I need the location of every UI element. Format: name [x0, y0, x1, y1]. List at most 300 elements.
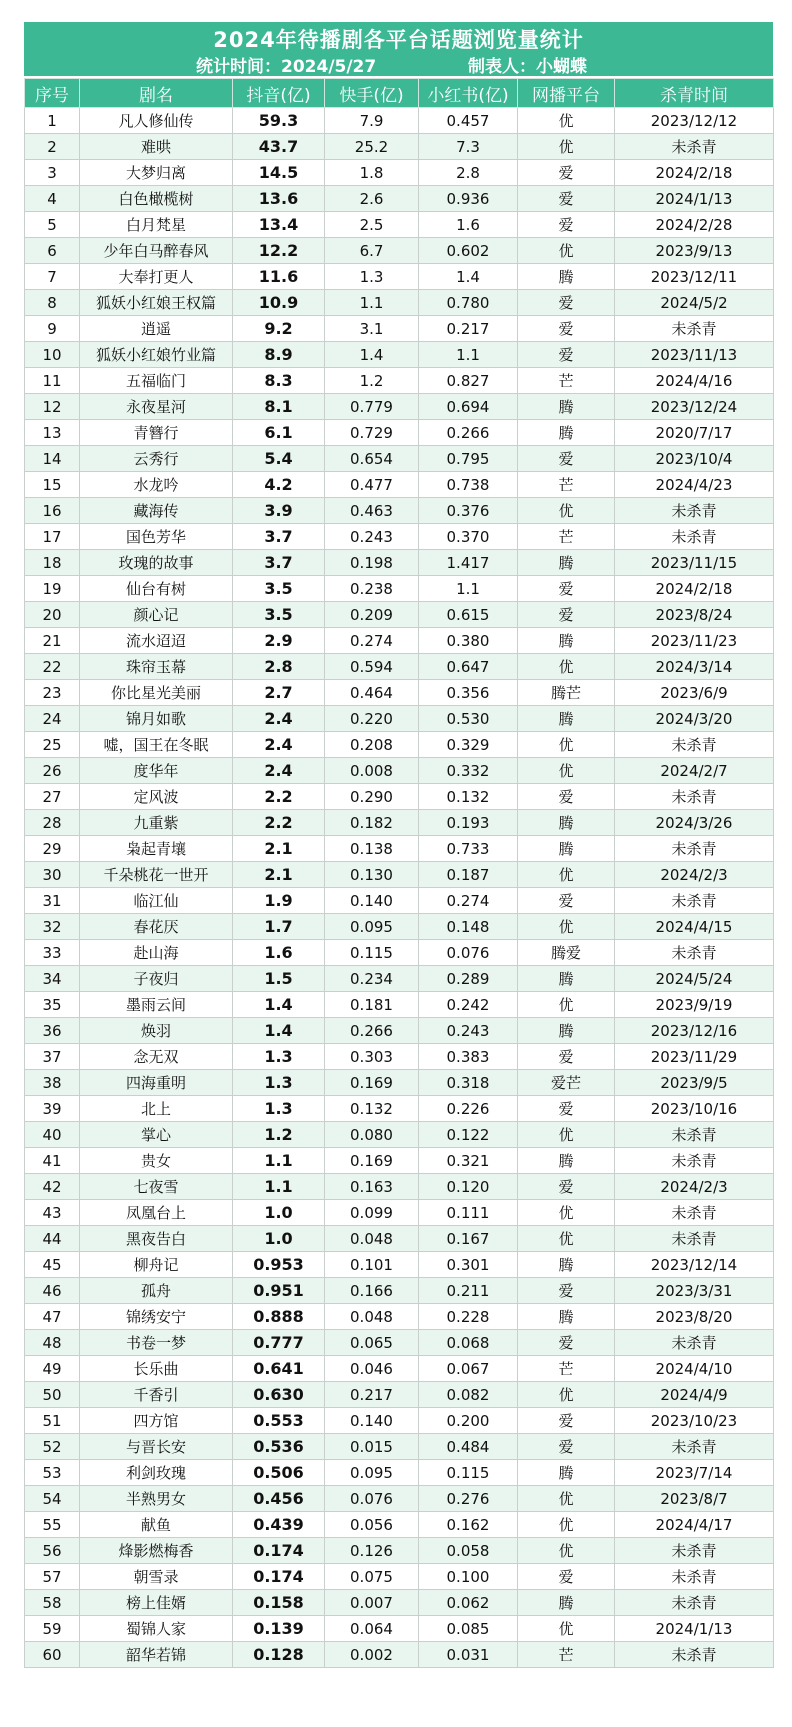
column-header-xiaohongshu: 小红书(亿) [419, 79, 518, 108]
table-row [25, 1512, 774, 1538]
cell-index: 21 [25, 628, 80, 654]
cell-platform: 腾 [518, 420, 615, 446]
cell-douyin: 1.4 [233, 992, 325, 1018]
table-row [25, 888, 774, 914]
cell-xiaohongshu: 0.148 [419, 914, 518, 940]
cell-wrap-date: 2024/2/3 [615, 1174, 774, 1200]
cell-douyin: 2.4 [233, 758, 325, 784]
cell-wrap-date: 2024/2/28 [615, 212, 774, 238]
column-header-wrap-date: 杀青时间 [615, 79, 774, 108]
cell-platform: 优 [518, 914, 615, 940]
cell-xiaohongshu: 1.1 [419, 342, 518, 368]
cell-douyin: 2.8 [233, 654, 325, 680]
cell-kuaishou: 0.115 [325, 940, 419, 966]
cell-wrap-date: 2024/5/2 [615, 290, 774, 316]
cell-xiaohongshu: 0.647 [419, 654, 518, 680]
cell-wrap-date: 2024/4/17 [615, 1512, 774, 1538]
cell-wrap-date: 2024/4/15 [615, 914, 774, 940]
cell-xiaohongshu: 0.274 [419, 888, 518, 914]
cell-xiaohongshu: 0.301 [419, 1252, 518, 1278]
cell-index: 54 [25, 1486, 80, 1512]
cell-platform: 爱 [518, 1174, 615, 1200]
cell-douyin: 13.4 [233, 212, 325, 238]
cell-douyin: 0.139 [233, 1616, 325, 1642]
statistics-table [24, 78, 774, 1668]
cell-wrap-date: 2024/2/18 [615, 160, 774, 186]
cell-douyin: 1.5 [233, 966, 325, 992]
cell-xiaohongshu: 0.289 [419, 966, 518, 992]
table-row [25, 342, 774, 368]
cell-douyin: 0.951 [233, 1278, 325, 1304]
cell-platform: 优 [518, 992, 615, 1018]
table-row [25, 706, 774, 732]
cell-wrap-date: 未杀青 [615, 1148, 774, 1174]
cell-xiaohongshu: 0.602 [419, 238, 518, 264]
cell-kuaishou: 0.008 [325, 758, 419, 784]
cell-title: 献鱼 [80, 1512, 233, 1538]
cell-xiaohongshu: 0.827 [419, 368, 518, 394]
table-row [25, 1486, 774, 1512]
cell-xiaohongshu: 0.795 [419, 446, 518, 472]
cell-title: 四海重明 [80, 1070, 233, 1096]
cell-platform: 爱 [518, 602, 615, 628]
cell-kuaishou: 1.1 [325, 290, 419, 316]
cell-title: 赴山海 [80, 940, 233, 966]
cell-douyin: 0.158 [233, 1590, 325, 1616]
cell-douyin: 0.630 [233, 1382, 325, 1408]
cell-douyin: 1.9 [233, 888, 325, 914]
cell-wrap-date: 未杀青 [615, 888, 774, 914]
cell-title: 定风波 [80, 784, 233, 810]
cell-douyin: 3.5 [233, 576, 325, 602]
cell-platform: 腾 [518, 628, 615, 654]
cell-kuaishou: 0.099 [325, 1200, 419, 1226]
cell-platform: 芒 [518, 1642, 615, 1668]
cell-douyin: 11.6 [233, 264, 325, 290]
cell-kuaishou: 0.169 [325, 1070, 419, 1096]
cell-wrap-date: 2023/10/16 [615, 1096, 774, 1122]
cell-kuaishou: 0.075 [325, 1564, 419, 1590]
cell-index: 12 [25, 394, 80, 420]
cell-douyin: 14.5 [233, 160, 325, 186]
cell-douyin: 3.7 [233, 524, 325, 550]
cell-xiaohongshu: 0.694 [419, 394, 518, 420]
table-row [25, 1590, 774, 1616]
cell-title: 枭起青壤 [80, 836, 233, 862]
cell-platform: 爱 [518, 290, 615, 316]
table-row [25, 914, 774, 940]
table-row [25, 1200, 774, 1226]
cell-douyin: 0.641 [233, 1356, 325, 1382]
cell-xiaohongshu: 0.100 [419, 1564, 518, 1590]
cell-title: 书卷一梦 [80, 1330, 233, 1356]
cell-title: 七夜雪 [80, 1174, 233, 1200]
cell-wrap-date: 未杀青 [615, 784, 774, 810]
table-row [25, 966, 774, 992]
cell-wrap-date: 2024/4/16 [615, 368, 774, 394]
table-row [25, 758, 774, 784]
cell-platform: 腾 [518, 706, 615, 732]
cell-wrap-date: 2024/2/3 [615, 862, 774, 888]
cell-wrap-date: 未杀青 [615, 1642, 774, 1668]
cell-index: 50 [25, 1382, 80, 1408]
cell-wrap-date: 2023/11/15 [615, 550, 774, 576]
cell-xiaohongshu: 0.200 [419, 1408, 518, 1434]
cell-title: 韶华若锦 [80, 1642, 233, 1668]
table-author: 制表人：小蝴蝶 [468, 57, 587, 77]
cell-platform: 爱芒 [518, 1070, 615, 1096]
cell-platform: 爱 [518, 1434, 615, 1460]
cell-index: 1 [25, 108, 80, 134]
cell-kuaishou: 0.080 [325, 1122, 419, 1148]
table-row [25, 680, 774, 706]
cell-wrap-date: 2023/11/13 [615, 342, 774, 368]
cell-kuaishou: 0.076 [325, 1486, 419, 1512]
cell-platform: 优 [518, 1200, 615, 1226]
cell-platform: 优 [518, 498, 615, 524]
cell-kuaishou: 0.220 [325, 706, 419, 732]
cell-kuaishou: 0.163 [325, 1174, 419, 1200]
cell-wrap-date: 2023/11/23 [615, 628, 774, 654]
cell-xiaohongshu: 0.329 [419, 732, 518, 758]
table-row [25, 1148, 774, 1174]
cell-kuaishou: 0.064 [325, 1616, 419, 1642]
cell-kuaishou: 0.290 [325, 784, 419, 810]
cell-platform: 爱 [518, 212, 615, 238]
cell-title: 半熟男女 [80, 1486, 233, 1512]
table-row [25, 160, 774, 186]
cell-xiaohongshu: 0.266 [419, 420, 518, 446]
cell-platform: 优 [518, 1512, 615, 1538]
cell-douyin: 1.6 [233, 940, 325, 966]
cell-wrap-date: 2023/9/19 [615, 992, 774, 1018]
cell-xiaohongshu: 0.370 [419, 524, 518, 550]
cell-title: 烽影燃梅香 [80, 1538, 233, 1564]
table-row [25, 550, 774, 576]
cell-douyin: 0.506 [233, 1460, 325, 1486]
cell-wrap-date: 2023/8/7 [615, 1486, 774, 1512]
cell-kuaishou: 0.126 [325, 1538, 419, 1564]
cell-wrap-date: 2023/12/14 [615, 1252, 774, 1278]
cell-xiaohongshu: 1.1 [419, 576, 518, 602]
cell-index: 2 [25, 134, 80, 160]
cell-kuaishou: 0.729 [325, 420, 419, 446]
table-row [25, 992, 774, 1018]
cell-douyin: 3.5 [233, 602, 325, 628]
column-header-douyin: 抖音(亿) [233, 79, 325, 108]
table-row [25, 862, 774, 888]
cell-wrap-date: 2024/4/9 [615, 1382, 774, 1408]
cell-platform: 腾 [518, 1252, 615, 1278]
cell-xiaohongshu: 0.276 [419, 1486, 518, 1512]
cell-title: 焕羽 [80, 1018, 233, 1044]
cell-title: 九重紫 [80, 810, 233, 836]
cell-kuaishou: 0.464 [325, 680, 419, 706]
cell-kuaishou: 1.4 [325, 342, 419, 368]
cell-platform: 优 [518, 1122, 615, 1148]
cell-index: 59 [25, 1616, 80, 1642]
table-row [25, 1174, 774, 1200]
cell-index: 13 [25, 420, 80, 446]
cell-index: 55 [25, 1512, 80, 1538]
cell-wrap-date: 2020/7/17 [615, 420, 774, 446]
cell-index: 47 [25, 1304, 80, 1330]
cell-kuaishou: 1.2 [325, 368, 419, 394]
cell-title: 国色芳华 [80, 524, 233, 550]
cell-xiaohongshu: 0.193 [419, 810, 518, 836]
cell-title: 五福临门 [80, 368, 233, 394]
cell-kuaishou: 0.594 [325, 654, 419, 680]
cell-kuaishou: 0.101 [325, 1252, 419, 1278]
cell-xiaohongshu: 0.115 [419, 1460, 518, 1486]
table-row [25, 1330, 774, 1356]
cell-index: 11 [25, 368, 80, 394]
cell-platform: 爱 [518, 446, 615, 472]
cell-title: 珠帘玉幕 [80, 654, 233, 680]
cell-wrap-date: 2023/12/24 [615, 394, 774, 420]
cell-index: 14 [25, 446, 80, 472]
cell-xiaohongshu: 0.733 [419, 836, 518, 862]
cell-index: 46 [25, 1278, 80, 1304]
cell-title: 藏海传 [80, 498, 233, 524]
cell-wrap-date: 2024/2/7 [615, 758, 774, 784]
cell-index: 18 [25, 550, 80, 576]
table-row [25, 420, 774, 446]
table-row [25, 1278, 774, 1304]
table-row [25, 1642, 774, 1668]
cell-index: 35 [25, 992, 80, 1018]
cell-index: 36 [25, 1018, 80, 1044]
table-row [25, 732, 774, 758]
cell-title: 蜀锦人家 [80, 1616, 233, 1642]
table-row [25, 628, 774, 654]
cell-douyin: 1.4 [233, 1018, 325, 1044]
cell-title: 玫瑰的故事 [80, 550, 233, 576]
cell-xiaohongshu: 1.4 [419, 264, 518, 290]
cell-title: 四方馆 [80, 1408, 233, 1434]
cell-wrap-date: 未杀青 [615, 498, 774, 524]
cell-kuaishou: 3.1 [325, 316, 419, 342]
cell-wrap-date: 未杀青 [615, 134, 774, 160]
table-row [25, 1616, 774, 1642]
cell-kuaishou: 0.048 [325, 1304, 419, 1330]
cell-index: 4 [25, 186, 80, 212]
cell-xiaohongshu: 0.226 [419, 1096, 518, 1122]
cell-title: 水龙吟 [80, 472, 233, 498]
cell-xiaohongshu: 0.242 [419, 992, 518, 1018]
cell-douyin: 13.6 [233, 186, 325, 212]
page-title: 2024年待播剧各平台话题浏览量统计 [213, 28, 584, 52]
cell-title: 黑夜告白 [80, 1226, 233, 1252]
table-row [25, 1538, 774, 1564]
cell-wrap-date: 2023/11/29 [615, 1044, 774, 1070]
cell-index: 6 [25, 238, 80, 264]
cell-douyin: 0.439 [233, 1512, 325, 1538]
cell-wrap-date: 未杀青 [615, 316, 774, 342]
cell-index: 23 [25, 680, 80, 706]
table-row [25, 1096, 774, 1122]
cell-title: 墨雨云间 [80, 992, 233, 1018]
cell-kuaishou: 0.209 [325, 602, 419, 628]
cell-index: 26 [25, 758, 80, 784]
cell-platform: 腾 [518, 264, 615, 290]
cell-index: 8 [25, 290, 80, 316]
table-row [25, 394, 774, 420]
cell-kuaishou: 0.198 [325, 550, 419, 576]
cell-index: 52 [25, 1434, 80, 1460]
cell-wrap-date: 2023/6/9 [615, 680, 774, 706]
cell-kuaishou: 6.7 [325, 238, 419, 264]
cell-index: 29 [25, 836, 80, 862]
cell-title: 流水迢迢 [80, 628, 233, 654]
cell-index: 45 [25, 1252, 80, 1278]
cell-wrap-date: 2024/1/13 [615, 1616, 774, 1642]
cell-kuaishou: 0.779 [325, 394, 419, 420]
cell-title: 大梦归离 [80, 160, 233, 186]
table-row [25, 576, 774, 602]
cell-douyin: 0.174 [233, 1564, 325, 1590]
cell-index: 53 [25, 1460, 80, 1486]
cell-wrap-date: 2024/2/18 [615, 576, 774, 602]
cell-platform: 爱 [518, 186, 615, 212]
cell-index: 28 [25, 810, 80, 836]
cell-wrap-date: 未杀青 [615, 1122, 774, 1148]
cell-index: 10 [25, 342, 80, 368]
cell-kuaishou: 2.6 [325, 186, 419, 212]
cell-douyin: 1.1 [233, 1174, 325, 1200]
cell-kuaishou: 0.015 [325, 1434, 419, 1460]
cell-title: 子夜归 [80, 966, 233, 992]
table-header-banner [24, 22, 773, 76]
cell-platform: 爱 [518, 160, 615, 186]
cell-wrap-date: 未杀青 [615, 1434, 774, 1460]
cell-xiaohongshu: 0.738 [419, 472, 518, 498]
cell-wrap-date: 2024/3/20 [615, 706, 774, 732]
cell-wrap-date: 2023/12/12 [615, 108, 774, 134]
cell-index: 22 [25, 654, 80, 680]
table-row [25, 368, 774, 394]
cell-douyin: 1.0 [233, 1226, 325, 1252]
table-row [25, 186, 774, 212]
cell-title: 千香引 [80, 1382, 233, 1408]
cell-xiaohongshu: 7.3 [419, 134, 518, 160]
cell-index: 48 [25, 1330, 80, 1356]
cell-xiaohongshu: 0.111 [419, 1200, 518, 1226]
cell-wrap-date: 未杀青 [615, 1538, 774, 1564]
cell-kuaishou: 0.208 [325, 732, 419, 758]
cell-xiaohongshu: 0.167 [419, 1226, 518, 1252]
cell-kuaishou: 0.169 [325, 1148, 419, 1174]
cell-title: 朝雪录 [80, 1564, 233, 1590]
cell-xiaohongshu: 0.067 [419, 1356, 518, 1382]
table-row [25, 1252, 774, 1278]
cell-douyin: 2.4 [233, 732, 325, 758]
cell-wrap-date: 2024/5/24 [615, 966, 774, 992]
cell-xiaohongshu: 0.120 [419, 1174, 518, 1200]
cell-platform: 爱 [518, 1278, 615, 1304]
cell-platform: 腾 [518, 1590, 615, 1616]
cell-xiaohongshu: 0.068 [419, 1330, 518, 1356]
cell-platform: 优 [518, 758, 615, 784]
cell-xiaohongshu: 0.484 [419, 1434, 518, 1460]
column-header-title: 剧名 [80, 79, 233, 108]
cell-title: 难哄 [80, 134, 233, 160]
cell-index: 9 [25, 316, 80, 342]
cell-wrap-date: 2023/9/13 [615, 238, 774, 264]
table-body [25, 108, 774, 1668]
cell-douyin: 0.953 [233, 1252, 325, 1278]
table-row [25, 264, 774, 290]
cell-kuaishou: 0.048 [325, 1226, 419, 1252]
cell-platform: 芒 [518, 1356, 615, 1382]
cell-xiaohongshu: 0.228 [419, 1304, 518, 1330]
cell-platform: 芒 [518, 524, 615, 550]
cell-kuaishou: 0.140 [325, 1408, 419, 1434]
cell-title: 孤舟 [80, 1278, 233, 1304]
table-row [25, 1226, 774, 1252]
cell-index: 17 [25, 524, 80, 550]
cell-xiaohongshu: 0.530 [419, 706, 518, 732]
cell-title: 嘘，国王在冬眠 [80, 732, 233, 758]
cell-wrap-date: 未杀青 [615, 1226, 774, 1252]
cell-wrap-date: 未杀青 [615, 940, 774, 966]
cell-platform: 优 [518, 654, 615, 680]
cell-wrap-date: 未杀青 [615, 1330, 774, 1356]
cell-kuaishou: 25.2 [325, 134, 419, 160]
table-row [25, 1460, 774, 1486]
cell-douyin: 0.888 [233, 1304, 325, 1330]
table-row [25, 1382, 774, 1408]
table-row [25, 238, 774, 264]
table-row [25, 1408, 774, 1434]
cell-platform: 爱 [518, 342, 615, 368]
cell-kuaishou: 0.166 [325, 1278, 419, 1304]
cell-index: 58 [25, 1590, 80, 1616]
cell-platform: 腾 [518, 1148, 615, 1174]
cell-kuaishou: 2.5 [325, 212, 419, 238]
cell-title: 凤凰台上 [80, 1200, 233, 1226]
cell-douyin: 1.3 [233, 1044, 325, 1070]
cell-kuaishou: 0.056 [325, 1512, 419, 1538]
cell-title: 与晋长安 [80, 1434, 233, 1460]
cell-kuaishou: 1.3 [325, 264, 419, 290]
table-row [25, 602, 774, 628]
cell-title: 利剑玫瑰 [80, 1460, 233, 1486]
cell-index: 49 [25, 1356, 80, 1382]
cell-xiaohongshu: 0.162 [419, 1512, 518, 1538]
cell-index: 27 [25, 784, 80, 810]
cell-index: 41 [25, 1148, 80, 1174]
cell-douyin: 2.1 [233, 862, 325, 888]
cell-platform: 优 [518, 238, 615, 264]
cell-wrap-date: 2023/10/23 [615, 1408, 774, 1434]
cell-platform: 腾 [518, 1304, 615, 1330]
cell-wrap-date: 2023/8/20 [615, 1304, 774, 1330]
cell-wrap-date: 2023/7/14 [615, 1460, 774, 1486]
table-row [25, 108, 774, 134]
cell-kuaishou: 0.138 [325, 836, 419, 862]
cell-index: 31 [25, 888, 80, 914]
cell-index: 38 [25, 1070, 80, 1096]
cell-wrap-date: 2023/10/4 [615, 446, 774, 472]
cell-xiaohongshu: 0.332 [419, 758, 518, 784]
cell-index: 56 [25, 1538, 80, 1564]
cell-xiaohongshu: 0.380 [419, 628, 518, 654]
cell-platform: 优 [518, 732, 615, 758]
table-row [25, 1018, 774, 1044]
cell-platform: 芒 [518, 472, 615, 498]
cell-douyin: 0.456 [233, 1486, 325, 1512]
